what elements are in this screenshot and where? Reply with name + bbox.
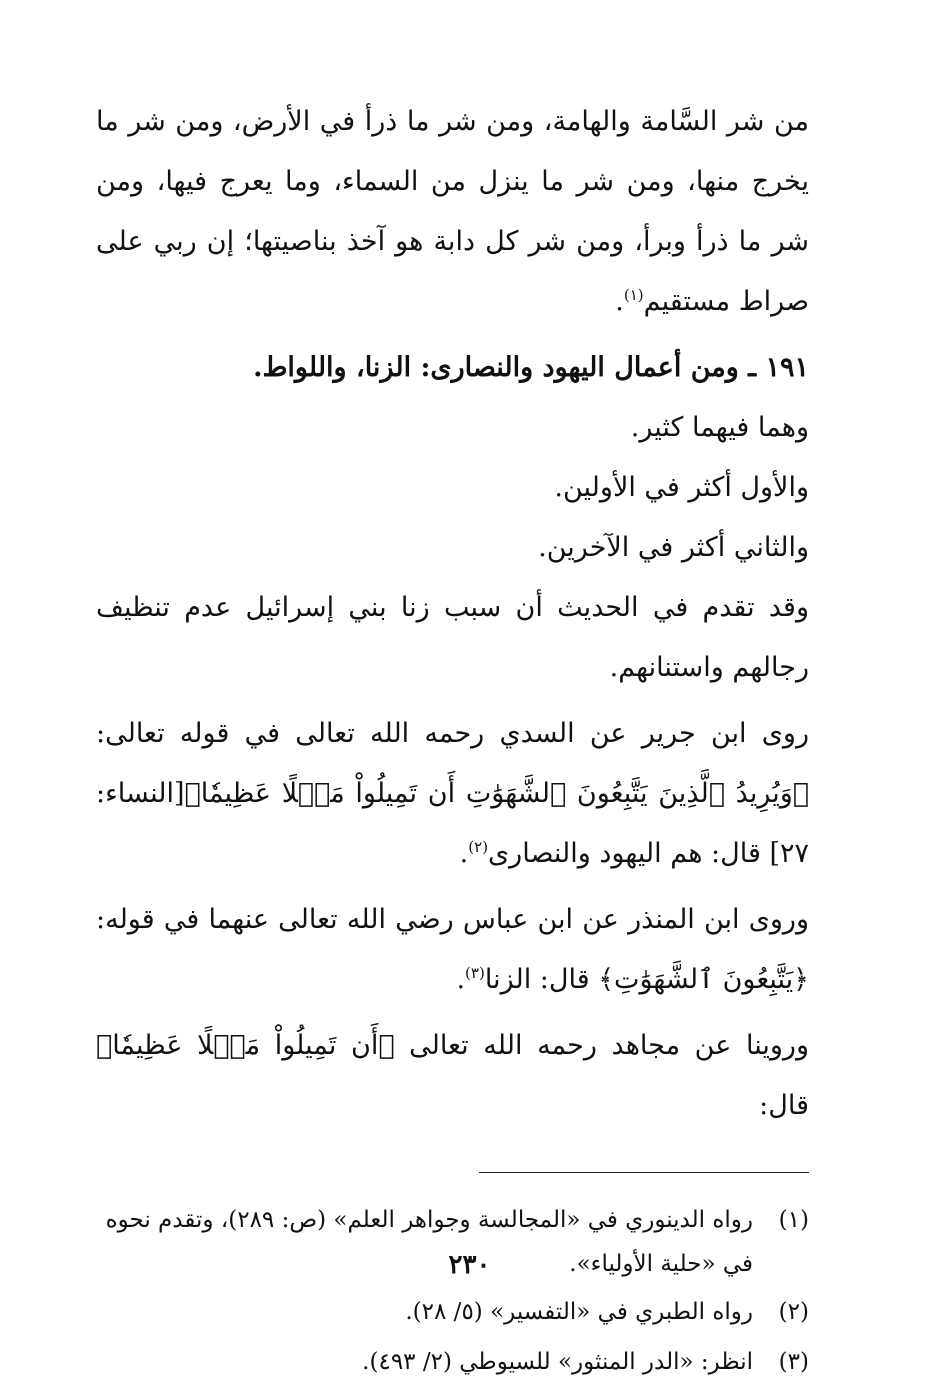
footnote-text: رواه الطبري في «التفسير» (٥/ ٢٨). — [405, 1299, 753, 1325]
page-number: ٢٣٠ — [448, 1250, 491, 1280]
paragraph-6-text-a: روى ابن جرير عن السدي رحمه الله تعالى في قوله تعالى: — [96, 718, 809, 749]
paragraph-4: والثاني أكثر في الآخرين. — [538, 532, 809, 563]
paragraph-2: وهما فيهما كثير. — [630, 412, 809, 443]
paragraph-8-text-a: وروينا عن مجاهد رحمه الله تعالى — [394, 1030, 809, 1061]
paragraph-8-text-b: قال: — [759, 1090, 809, 1121]
paragraph-6-text-b: [النساء: ٢٧] قال: هم اليهود والنصارى — [96, 778, 809, 869]
section-heading: ١٩١ ـ ومن أعمال اليهود والنصارى: الزنا، واللواط. — [253, 352, 809, 383]
paragraph-7-text-a: وروى ابن المنذر عن ابن عباس رضي الله تعالى عنهما في قوله: — [96, 904, 809, 935]
paragraph-6-end: . — [459, 838, 469, 869]
footnote-ref-2[interactable]: (٢) — [468, 838, 489, 856]
paragraph-1 — [96, 92, 809, 332]
footnote-3 — [96, 1337, 809, 1387]
footnote-1 — [96, 1195, 809, 1245]
paragraph-8 — [96, 1016, 809, 1136]
footnote-ref-3[interactable]: (٣) — [465, 964, 485, 982]
paragraph-1-end: . — [615, 286, 624, 317]
paragraph-6 — [96, 704, 809, 884]
quran-verse-1: ﴿وَيُرِيدُ ٱلَّذِينَ يَتَّبِعُونَ ٱلشَّهَوَٰتِ أَن تَمِيلُواْ مَيۡلًا عَظِيمٗا﴾ — [184, 778, 809, 809]
footnote-number: (١) — [778, 1207, 809, 1233]
paragraph-7-text-b: قال: الزنا — [484, 964, 599, 995]
footnote-ref-1[interactable]: (١) — [623, 286, 644, 304]
footnote-number: (٢) — [778, 1299, 809, 1325]
paragraph-5: وقد تقدم في الحديث أن سبب زنا بني إسرائيل عدم تنظيف رجالهم واستنانهم. — [96, 592, 809, 683]
footnote-1-continuation: في «حلية الأولياء». — [569, 1251, 753, 1277]
paragraph-3: والأول أكثر في الأولين. — [554, 472, 809, 503]
footnote-text: انظر: «الدر المنثور» للسيوطي (٢/ ٤٩٣). — [362, 1349, 753, 1375]
paragraph-7 — [96, 890, 809, 1010]
paragraph-1-text: من شر السَّامة والهامة، ومن شر ما ذرأ في الأرض، ومن شر ما يخرج منها، ومن شر ما ينزل من السماء، وما يعرج فيها، ومن شر ما ذرأ وبرأ، ومن شر كل دابة هو آخذ بناصيتها؛ إن ربي على صراط مستقيم — [96, 106, 809, 317]
footnotes — [96, 1195, 809, 1387]
footnote-separator — [479, 1172, 809, 1173]
footnote-number: (٣) — [778, 1349, 809, 1375]
quran-verse-2: ﴿يَتَّبِعُونَ ٱلشَّهَوَٰتِ﴾ — [598, 964, 809, 995]
footnote-2 — [96, 1287, 809, 1337]
main-text — [96, 92, 809, 1136]
quran-verse-3: ﴿أَن تَمِيلُواْ مَيۡلًا عَظِيمٗا﴾ — [96, 1030, 395, 1061]
paragraph-7-end: . — [456, 964, 466, 995]
footnote-text: رواه الدينوري في «المجالسة وجواهر العلم» (ص: ٢٨٩)، وتقدم نحوه — [105, 1207, 753, 1233]
